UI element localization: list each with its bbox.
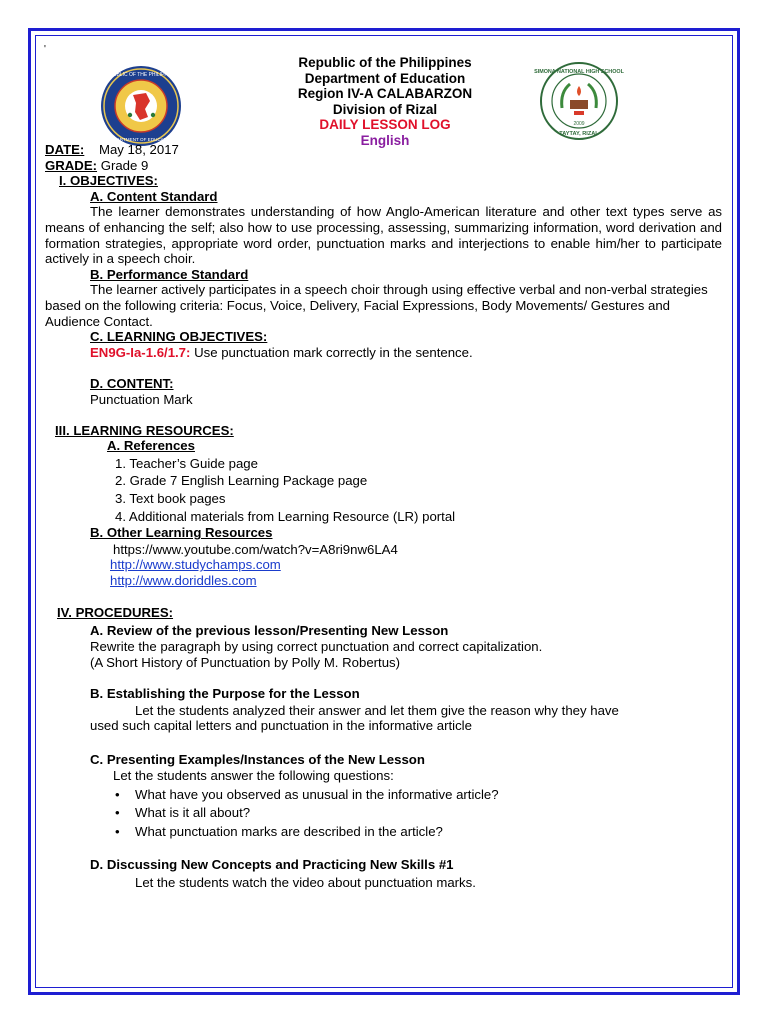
performance-standard-text: The learner actively participates in a speech choir through using effective verbal and non-verbal strategies based on the following criteria: Focus, Voice, Delivery, Facial Expressions, Body Movements/ Gestures and Audience Contact. xyxy=(45,282,708,329)
competency-text: Use punctuation mark correctly in the sentence. xyxy=(194,344,473,360)
reference-item: 4. Additional materials from Learning Resource (LR) portal xyxy=(115,508,456,524)
header-republic: Republic of the Philippines xyxy=(298,55,472,70)
header-department: Department of Education xyxy=(304,70,466,86)
references-heading: A. References xyxy=(107,438,195,454)
procedure-b-line1: Let the students analyzed their answer and let them give the reason why they have xyxy=(135,702,619,718)
svg-text:TAYTAY, RIZAL: TAYTAY, RIZAL xyxy=(559,131,599,137)
resource-link-youtube: https://www.youtube.com/watch?v=A8ri9nw6LA4 xyxy=(113,541,398,557)
learning-resources-heading: III. LEARNING RESOURCES: xyxy=(55,422,234,438)
header-subject: English xyxy=(360,132,410,148)
header-region: Region IV-A CALABARZON xyxy=(297,86,473,101)
stray-mark: ' xyxy=(44,44,46,55)
objectives-heading: I. OBJECTIVES: xyxy=(59,173,158,189)
procedures-heading: IV. PROCEDURES: xyxy=(57,605,174,621)
procedure-a-heading: A. Review of the previous lesson/Presenting New Lesson xyxy=(90,622,449,638)
procedure-b-heading: B. Establishing the Purpose for the Lesson xyxy=(90,686,360,702)
svg-text:SIMONA NATIONAL HIGH SCHOOL: SIMONA NATIONAL HIGH SCHOOL xyxy=(534,69,624,75)
reference-item: 3. Text book pages xyxy=(115,491,226,507)
reference-item: 1. Teacher’s Guide page xyxy=(115,455,258,471)
reference-item: 2. Grade 7 English Learning Package page xyxy=(115,473,368,489)
lesson-body xyxy=(45,142,722,890)
deped-seal-logo xyxy=(100,65,182,147)
procedure-a-line1: Rewrite the paragraph by using correct punctuation and correct capitalization. xyxy=(90,639,543,655)
learning-objective-line xyxy=(45,345,722,361)
grade-value: Grade 9 xyxy=(100,157,149,173)
question-item: • What have you observed as unusual in the informative article? xyxy=(45,787,722,803)
grade-line xyxy=(45,158,722,174)
header-division: Division of Rizal xyxy=(332,101,438,117)
date-line xyxy=(45,142,722,158)
content-text: Punctuation Mark xyxy=(90,391,193,407)
question-item: • What is it all about? xyxy=(45,805,722,821)
date-value: May 18, 2017 xyxy=(98,142,179,157)
competency-code: EN9G-Ia-1.6/1.7: xyxy=(90,344,191,360)
date-label: DATE: xyxy=(45,142,85,157)
procedure-c-intro: Let the students answer the following questions: xyxy=(113,768,394,784)
learning-objectives-heading: C. LEARNING OBJECTIVES: xyxy=(90,329,268,345)
resource-link-studychamps[interactable]: http://www.studychamps.com xyxy=(110,557,281,573)
other-resources-heading: B. Other Learning Resources xyxy=(90,525,273,541)
document-header xyxy=(200,55,570,148)
procedure-d-text: Let the students watch the video about punctuation marks. xyxy=(135,874,476,890)
header-log-title: DAILY LESSON LOG xyxy=(319,117,451,132)
svg-text:2009: 2009 xyxy=(573,121,585,127)
procedure-a-line2: (A Short History of Punctuation by Polly M. Robertus) xyxy=(90,655,401,670)
performance-standard-heading: B. Performance Standard xyxy=(90,266,249,282)
procedure-c-heading: C. Presenting Examples/Instances of the New Lesson xyxy=(90,751,425,767)
resource-link-doriddles[interactable]: http://www.doriddles.com xyxy=(110,573,257,589)
question-item: • What punctuation marks are described in the article? xyxy=(45,824,722,840)
content-standard-text: The learner demonstrates understanding of how Anglo-American literature and other text types serve as means of enhancing the self; also how to use processing, assessing, summarizing information, word derivation and formation strategies, appropriate word order, punctuation marks and interjections to enable him/her to participate actively in a speech choir. xyxy=(45,204,722,267)
svg-text:DEPARTMENT OF EDUCATION: DEPARTMENT OF EDUCATION xyxy=(107,137,175,142)
content-heading: D. CONTENT: xyxy=(90,375,174,391)
procedure-b-line2: used such capital letters and punctuation in the informative article xyxy=(90,718,472,734)
svg-text:REPUBLIC OF THE PHILIPPINES: REPUBLIC OF THE PHILIPPINES xyxy=(102,72,180,78)
grade-label: GRADE: xyxy=(45,157,98,173)
content-standard-heading: A. Content Standard xyxy=(90,188,218,204)
procedure-d-heading: D. Discussing New Concepts and Practicing New Skills #1 xyxy=(90,857,454,873)
